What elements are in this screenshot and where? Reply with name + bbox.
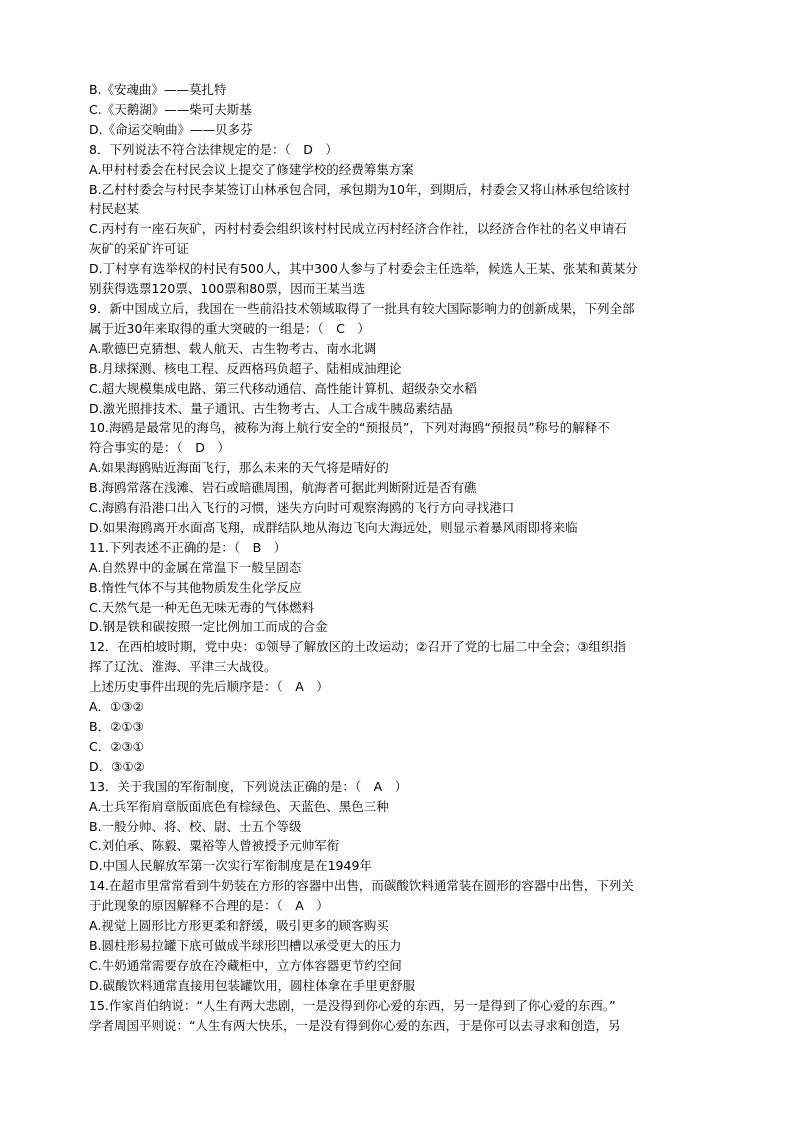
text-line: A.歌德巴克猜想、载人航天、古生物考古、南水北调	[89, 340, 377, 356]
text-line: C．②③①	[89, 738, 144, 754]
text-line: C.超大规模集成电路、第三代移动通信、高性能计算机、超级杂交水稻	[89, 380, 477, 396]
text-line: 10.海鸥是最常见的海鸟，被称为海上航行安全的“预报员”，下列对海鸥“预报员”称号的解释不	[89, 420, 610, 436]
text-line: 属于近30年来取得的重大突破的一组是：（ C ）	[89, 320, 370, 336]
text-line: 12．在西柏坡时期，党中央：①领导了解放区的土改运动；②召开了党的七届二中全会；③组织指	[89, 639, 627, 655]
text-line: A．①③②	[89, 699, 144, 715]
text-line: D.如果海鸥离开水面高飞翔，成群结队地从海边飞向大海远处，则显示着暴风雨即将来临	[89, 519, 578, 535]
text-line: 14.在超市里常常看到牛奶装在方形的容器中出售，而碳酸饮料通常装在圆形的容器中出售，下列关	[89, 878, 634, 894]
text-line: A.士兵军衔肩章版面底色有棕绿色、天蓝色、黑色三种	[89, 798, 389, 814]
text-line: 挥了辽沈、淮海、平津三大战役。	[89, 659, 277, 675]
text-line: D.丁村享有选举权的村民有500人，其中300人参与了村委会主任选举，候选人王某、张某和黄某分	[89, 261, 638, 277]
text-line: 上述历史事件出现的先后顺序是：（ A ）	[89, 679, 329, 695]
text-line: B.乙村村委会与村民李某签订山林承包合同，承包期为10年，到期后，村委会又将山林承包给该村	[89, 181, 630, 197]
document-page	[89, 80, 705, 1036]
text-line: A.如果海鸥贴近海面飞行，那么未来的天气将是晴好的	[89, 460, 389, 476]
text-line: 村民赵某	[89, 201, 140, 217]
text-line: 11.下列表述不正确的是：（ B ）	[89, 539, 287, 555]
text-line: B.月球探测、核电工程、反西格玛负超子、陆相成油理论	[89, 360, 402, 376]
text-line: A.视觉上圆形比方形更柔和舒缓，吸引更多的顾客购买	[89, 918, 389, 934]
text-line: B.惰性气体不与其他物质发生化学反应	[89, 579, 302, 595]
text-line: C.《天鹅湖》——柴可夫斯基	[89, 101, 252, 117]
text-line: D.《命运交响曲》——贝多芬	[89, 121, 253, 137]
text-line: 15.作家肖伯纳说：“人生有两大悲剧，一是没得到你心爱的东西，另一是得到了你心爱的东西。”	[89, 997, 616, 1013]
text-line: 9．新中国成立后，我国在一些前沿技术领域取得了一批具有较大国际影响力的创新成果，下列全部	[89, 300, 635, 316]
text-line: 学者周国平则说：“人生有两大快乐，一是没有得到你心爱的东西，于是你可以去寻求和创造，另	[89, 1017, 621, 1033]
text-line: 8．下列说法不符合法律规定的是：（ D ）	[89, 141, 338, 157]
text-line: 符合事实的是：（ D ）	[89, 440, 230, 456]
text-line: 于此现象的原因解释不合理的是：（ A ）	[89, 898, 329, 914]
text-line: B.海鸥常落在浅滩、岩石或暗礁周围，航海者可据此判断附近是否有礁	[89, 480, 477, 496]
text-line: C.天然气是一种无色无味无毒的气体燃料	[89, 599, 315, 615]
text-line: D.钢是铁和碳按照一定比例加工而成的合金	[89, 619, 328, 635]
text-line: D．③①②	[89, 758, 145, 774]
text-line: 灰矿的采矿许可证	[89, 241, 190, 257]
text-line: A.甲村村委会在村民会议上提交了修建学校的经费筹集方案	[89, 161, 414, 177]
text-line: 别获得选票120票、100票和80票，因而王某当选	[89, 281, 366, 297]
text-line: D.激光照排技术、量子通讯、古生物考古、人工合成牛胰岛素结晶	[89, 400, 453, 416]
text-line: A.自然界中的金属在常温下一般呈固态	[89, 559, 302, 575]
text-line: 13．关于我国的军衔制度，下列说法正确的是：（ A ）	[89, 778, 408, 794]
text-line: D.碳酸饮料通常直接用包装罐饮用，圆柱体拿在手里更舒服	[89, 977, 416, 993]
text-line: C.海鸥有沿港口出入飞行的习惯，迷失方向时可观察海鸥的飞行方向寻找港口	[89, 500, 515, 516]
text-line: C.丙村有一座石灰矿，丙村村委会组织该村村民成立丙村经济合作社，以经济合作社的名义申请石	[89, 221, 627, 237]
text-line: B.一般分帅、将、校、尉、士五个等级	[89, 818, 302, 834]
text-line: B.圆柱形易拉罐下底可做成半球形凹槽以承受更大的压力	[89, 937, 402, 953]
text-line: C.刘伯承、陈毅、粟裕等人曾被授予元帅军衔	[89, 838, 340, 854]
text-line: C.牛奶通常需要存放在冷藏柜中，立方体容器更节约空间	[89, 957, 402, 973]
text-line: B.《安魂曲》——莫扎特	[89, 82, 227, 97]
text-line: D.中国人民解放军第一次实行军衔制度是在1949年	[89, 858, 372, 874]
text-line: B．②①③	[89, 719, 144, 734]
